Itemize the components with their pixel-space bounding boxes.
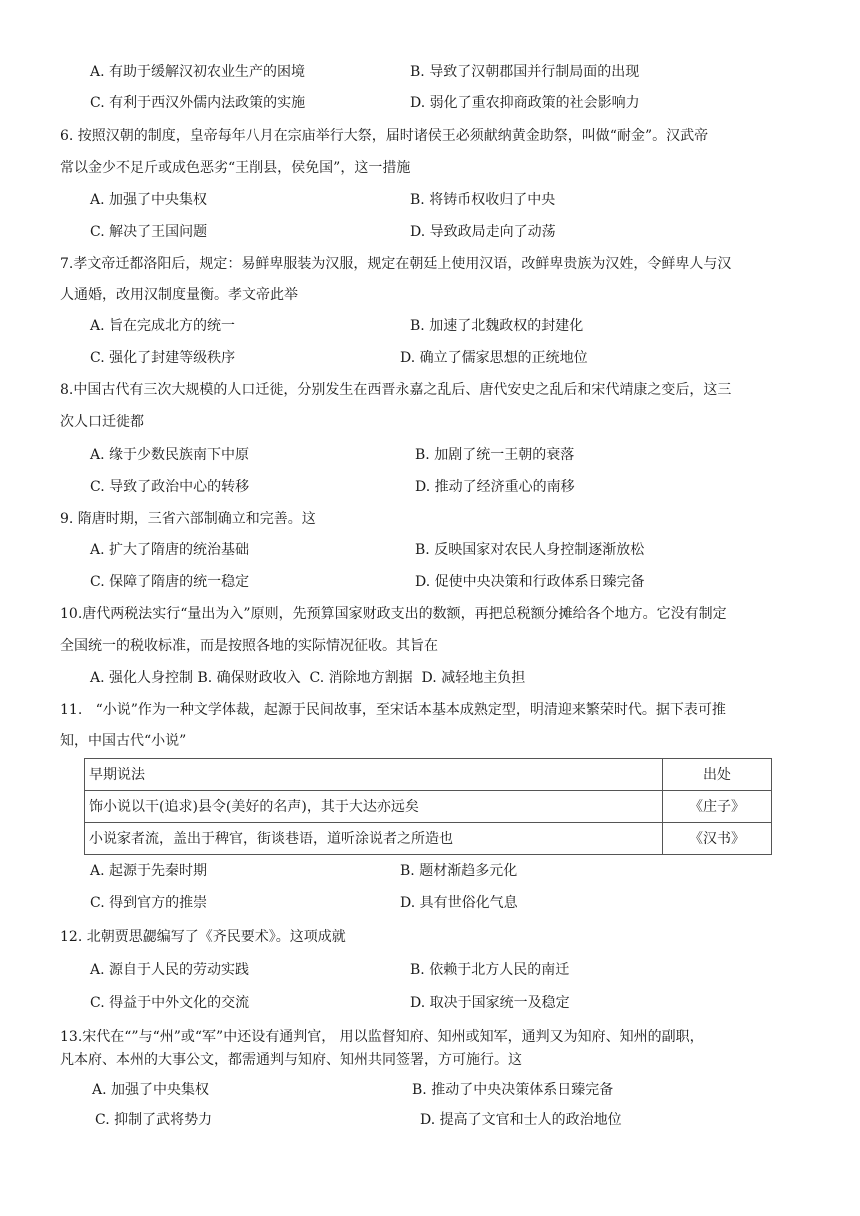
- q12-option-d: D. 取决于国家统一及稳定: [410, 995, 570, 1011]
- q10-options: A. 强化人身控制 B. 确保财政收入 C. 消除地方割据 D. 减轻地主负担: [90, 670, 526, 686]
- table-cell: 《汉书》: [663, 823, 772, 855]
- q7-option-a: A. 旨在完成北方的统一: [90, 318, 236, 334]
- q11-stem-line2: 知，中国古代“小说”: [60, 733, 187, 749]
- table-row: [85, 791, 772, 823]
- table-header-cell: 早期说法: [85, 759, 663, 791]
- q7-stem-line2: 人通婚，改用汉制度量衡。孝文帝此举: [60, 287, 298, 303]
- q9-option-b: B. 反映国家对农民人身控制逐渐放松: [415, 542, 645, 558]
- q5-option-b: B. 导致了汉朝郡国并行制局面的出现: [410, 64, 640, 80]
- q7-option-d: D. 确立了儒家思想的正统地位: [400, 350, 588, 366]
- q13-option-b: B. 推动了中央决策体系日臻完备: [412, 1082, 614, 1098]
- q6-option-b: B. 将铸币权收归了中央: [410, 192, 556, 208]
- table-header-row: [85, 759, 772, 791]
- table-header-cell: 出处: [663, 759, 772, 791]
- q9-stem-line1: 9. 隋唐时期，三省六部制确立和完善。这: [60, 511, 316, 527]
- q13-option-d: D. 提高了文官和士人的政治地位: [420, 1112, 622, 1128]
- q13-stem-line2: 凡本府、本州的大事公文，都需通判与知府、知州共同签署，方可施行。这: [60, 1052, 522, 1068]
- q9-option-d: D. 促使中央决策和行政体系日臻完备: [415, 574, 645, 590]
- q5-option-a: A. 有助于缓解汉初农业生产的困境: [90, 64, 306, 80]
- q6-option-d: D. 导致政局走向了动荡: [410, 224, 556, 240]
- q11-option-d: D. 具有世俗化气息: [400, 895, 518, 911]
- q6-stem-line2: 常以金少不足斤或成色恶劣“王削县，侯免国”，这一措施: [60, 160, 411, 176]
- q8-option-a: A. 缘于少数民族南下中原: [90, 447, 250, 463]
- q13-option-c: C. 抑制了武将势力: [95, 1112, 213, 1128]
- q7-option-b: B. 加速了北魏政权的封建化: [410, 318, 584, 334]
- q9-option-c: C. 保障了隋唐的统一稳定: [90, 574, 250, 590]
- q11-option-c: C. 得到官方的推崇: [90, 895, 208, 911]
- q7-option-c: C. 强化了封建等级秩序: [90, 350, 236, 366]
- table-cell: 饰小说以干(追求)县令(美好的名声)，其于大达亦远矣: [85, 791, 663, 823]
- q5-option-d: D. 弱化了重农抑商政策的社会影响力: [410, 95, 640, 111]
- q8-option-b: B. 加剧了统一王朝的衰落: [415, 447, 575, 463]
- q8-option-c: C. 导致了政治中心的转移: [90, 479, 250, 495]
- q12-option-b: B. 依赖于北方人民的南迁: [410, 962, 570, 978]
- q11-option-a: A. 起源于先秦时期: [90, 863, 208, 879]
- sources-table: [84, 758, 772, 855]
- q13-stem-line1: 13.宋代在“”与“州”或“军”中还设有通判官， 用以监督知府、知州或知军，通判又为知府、知州的副职，: [60, 1029, 704, 1045]
- q10-stem-line1: 10.唐代两税法实行“量出为入”原则，先预算国家财政支出的数额，再把总税额分摊给各个地方。它没有制定: [60, 606, 727, 622]
- q12-option-a: A. 源自于人民的劳动实践: [90, 962, 250, 978]
- table-cell: 小说家者流，盖出于稗官，街谈巷语，道听涂说者之所造也: [85, 823, 663, 855]
- q6-option-c: C. 解决了王国问题: [90, 224, 208, 240]
- q12-stem-line1: 12. 北朝贾思勰编写了《齐民要术》。这项成就: [60, 929, 346, 945]
- q9-option-a: A. 扩大了隋唐的统治基础: [90, 542, 250, 558]
- q8-stem-line1: 8.中国古代有三次大规模的人口迁徙，分别发生在西晋永嘉之乱后、唐代安史之乱后和宋代靖康之变后，这三: [60, 382, 732, 398]
- table-row: [85, 823, 772, 855]
- q8-option-d: D. 推动了经济重心的南移: [415, 479, 575, 495]
- q11-stem-line1: 11. “小说”作为一种文学体裁，起源于民间故事，至宋话本基本成熟定型，明清迎来繁荣时代。据下表可推: [60, 702, 726, 718]
- q12-option-c: C. 得益于中外文化的交流: [90, 995, 250, 1011]
- table-cell: 《庄子》: [663, 791, 772, 823]
- q5-option-c: C. 有利于西汉外儒内法政策的实施: [90, 95, 306, 111]
- q8-stem-line2: 次人口迁徙都: [60, 414, 144, 430]
- q10-stem-line2: 全国统一的税收标准，而是按照各地的实际情况征收。其旨在: [60, 638, 438, 654]
- q7-stem-line1: 7.孝文帝迁都洛阳后，规定：易鲜卑服装为汉服，规定在朝廷上使用汉语，改鲜卑贵族为汉姓，令鲜卑人与汉: [60, 256, 732, 272]
- q6-option-a: A. 加强了中央集权: [90, 192, 208, 208]
- q6-stem-line1: 6. 按照汉朝的制度，皇帝每年八月在宗庙举行大祭，届时诸侯王必须献纳黄金助祭，叫做“耐金”。汉武帝: [60, 128, 709, 144]
- q11-option-b: B. 题材渐趋多元化: [400, 863, 518, 879]
- q13-option-a: A. 加强了中央集权: [92, 1082, 210, 1098]
